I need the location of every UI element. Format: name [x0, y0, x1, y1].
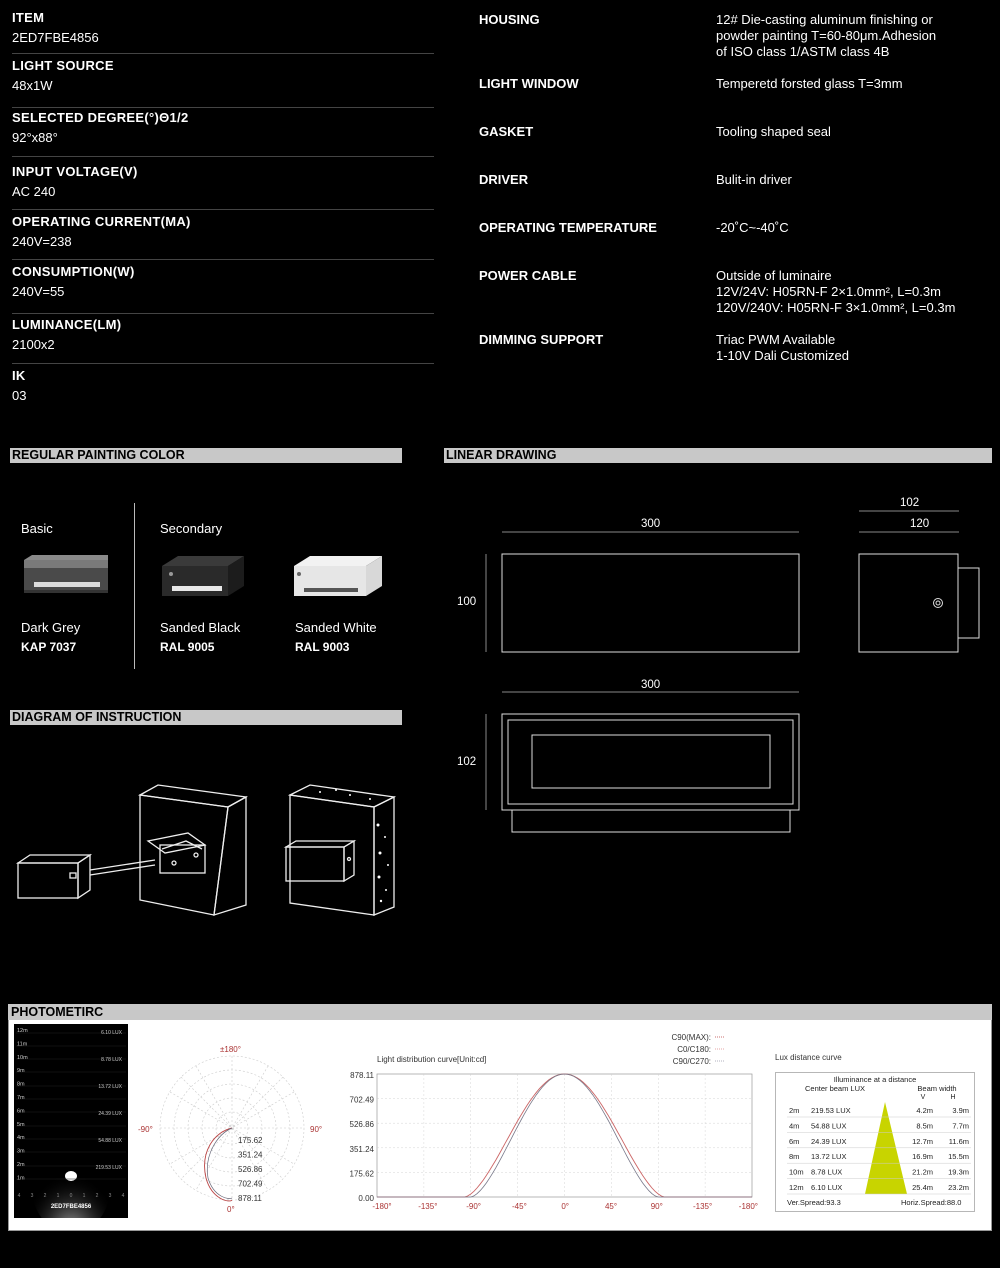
- spec-row-7: [12, 317, 434, 364]
- row-lux: 8.78 LUX: [811, 1167, 843, 1177]
- basic-label: Basic: [21, 521, 53, 536]
- spec-key: DRIVER: [479, 172, 529, 187]
- lux-distance-table: [775, 1072, 975, 1212]
- ver-spread: Ver.Spread:93.3: [787, 1198, 841, 1207]
- luminaire-dark-grey-image: [18, 552, 114, 596]
- polar-top-label: ±180°: [220, 1045, 241, 1054]
- spec-value: 2ED7FBE4856: [12, 30, 99, 45]
- spec-key: IK: [12, 368, 26, 383]
- polar-chart: [134, 1040, 334, 1218]
- distance-label: 11m: [17, 1041, 28, 1048]
- row-distance: 12m: [789, 1183, 804, 1192]
- beam-axis-label: 3: [108, 1193, 112, 1199]
- beam-axis-label: 0: [69, 1193, 73, 1199]
- curve-x-label: -180°: [372, 1202, 392, 1211]
- col-beam-width: Beam width: [917, 1084, 957, 1093]
- curve-x-label: 90°: [650, 1202, 663, 1211]
- instruction-diagram: [10, 775, 430, 925]
- polar-left-label: -90°: [138, 1125, 153, 1134]
- legend-item: C0/C180:: [677, 1045, 711, 1054]
- dim-side-top: 102: [900, 497, 920, 509]
- spec-key: POWER CABLE: [479, 268, 577, 283]
- spec-key: OPERATING TEMPERATURE: [479, 220, 657, 235]
- spec-key: GASKET: [479, 124, 534, 139]
- distance-label: 3m: [17, 1148, 25, 1155]
- spec-value: 92°x88°: [12, 130, 58, 145]
- row-h: 7.7m: [952, 1121, 969, 1131]
- row-h: 15.5m: [948, 1152, 969, 1162]
- spec-value: 03: [12, 388, 27, 403]
- curve-x-label: -135°: [692, 1202, 713, 1211]
- spec-key: LIGHT WINDOW: [479, 76, 579, 91]
- spec-row-3: [12, 110, 434, 157]
- row-lux: 13.72 LUX: [811, 1152, 847, 1162]
- distance-label: 5m: [17, 1121, 25, 1128]
- row-h: 11.6m: [948, 1136, 969, 1146]
- spec-row-5: [12, 214, 434, 260]
- distance-label: 7m: [17, 1095, 25, 1101]
- curve-x-label: 0°: [561, 1202, 570, 1211]
- lux-label: 54.88 LUX: [98, 1138, 122, 1144]
- spec-row-8: [12, 368, 434, 408]
- curve-x-label: -45°: [512, 1202, 527, 1211]
- row-distance: 4m: [789, 1121, 800, 1131]
- curve-y-label: 526.86: [349, 1120, 374, 1130]
- spec-key: OPERATING CURRENT(MA): [12, 214, 191, 229]
- beam-axis-label: 2: [95, 1193, 99, 1199]
- legend-item: C90/C270:: [672, 1057, 711, 1066]
- spec-key: INPUT VOLTAGE(V): [12, 164, 138, 179]
- row-h: 3.9m: [952, 1106, 969, 1115]
- polar-ring-label: 878.11: [238, 1194, 262, 1203]
- thumb-item-code: 2ED7FBE4856: [50, 1204, 92, 1210]
- color-name-3: Sanded White: [295, 620, 377, 635]
- color-divider: [134, 503, 135, 669]
- curve-x-label: -90°: [466, 1202, 481, 1211]
- polar-right-label: 90°: [310, 1125, 323, 1134]
- spec-row-2: [12, 58, 434, 108]
- spec-value: Tooling shaped seal: [716, 124, 831, 139]
- beam-axis-label: 1: [56, 1193, 60, 1199]
- spec-row-4: [12, 164, 434, 210]
- luminaire-sanded-black-image: [158, 552, 248, 598]
- row-h: 23.2m: [948, 1183, 969, 1192]
- spec-value: Bulit-in driver: [716, 172, 792, 187]
- curve-x-label: -180°: [738, 1202, 759, 1211]
- row-lux: 24.39 LUX: [811, 1136, 847, 1146]
- curve-x-label: -135°: [418, 1202, 438, 1211]
- spec-value: -20˚C~-40˚C: [716, 220, 789, 235]
- row-v: 8.5m: [916, 1121, 933, 1131]
- distance-label: 10m: [17, 1054, 28, 1061]
- row-distance: 8m: [789, 1152, 800, 1162]
- distance-label: 4m: [17, 1135, 25, 1142]
- section-linear-drawing: LINEAR DRAWING: [444, 448, 992, 463]
- beam-axis-label: 4: [17, 1193, 21, 1199]
- beam-axis-label: 1: [82, 1193, 86, 1199]
- lux-title: Lux distance curve: [775, 1053, 842, 1062]
- spec-key: LIGHT SOURCE: [12, 58, 114, 73]
- spec-value: 48x1W: [12, 78, 53, 93]
- spec-value: Triac PWM Available 1-10V Dali Customized: [716, 332, 849, 363]
- color-name-2: Sanded Black: [160, 620, 241, 635]
- polar-ring-label: 702.49: [238, 1179, 263, 1189]
- beam-axis-label: 4: [121, 1193, 125, 1199]
- legend-item: C90(MAX):: [671, 1033, 711, 1042]
- spec-key: LUMINANCE(LM): [12, 317, 122, 332]
- section-painting-color: REGULAR PAINTING COLOR: [10, 448, 402, 463]
- curve-y-label: 175.62: [349, 1169, 374, 1179]
- curve-x-label: 45°: [604, 1202, 618, 1211]
- section-instruction: DIAGRAM OF INSTRUCTION: [10, 710, 402, 725]
- spec-key: SELECTED DEGREE(°)Θ1/2: [12, 110, 189, 125]
- lux-label: 219.53 LUX: [95, 1165, 122, 1171]
- color-name-1: Dark Grey: [21, 620, 81, 635]
- lux-table-title: Illuminance at a distance: [833, 1075, 917, 1084]
- color-code-1: KAP 7037: [21, 640, 77, 654]
- distance-label: 8m: [17, 1081, 25, 1088]
- spec-value: AC 240: [12, 184, 56, 199]
- col-v: V: [920, 1094, 926, 1101]
- spec-row-1: [12, 10, 434, 54]
- color-code-2: RAL 9005: [160, 640, 215, 654]
- curve-y-label: 702.49: [349, 1095, 374, 1105]
- spec-value: Outside of luminaire 12V/24V: H05RN-F 2×1.0mm², L=0.3m 120V/240V: H05RN-F 3×1.0mm², L=0.3m: [716, 268, 956, 315]
- dim-front-width: 300: [641, 518, 661, 530]
- spec-key: DIMMING SUPPORT: [479, 332, 604, 347]
- linear-drawing: [440, 490, 995, 840]
- spec-value: 12# Die-casting aluminum finishing or powder painting T=60-80μm.Adhesion of ISO class 1/ASTM class 4B: [716, 12, 937, 59]
- row-v: 12.7m: [912, 1136, 933, 1146]
- light-distribution-chart: [345, 1028, 760, 1218]
- row-v: 25.4m: [912, 1183, 933, 1192]
- distance-label: 1m: [17, 1175, 25, 1182]
- polar-bottom-label: 0°: [227, 1205, 235, 1214]
- row-lux: 219.53 LUX: [811, 1106, 851, 1115]
- curve-title: Light distribution curve[Unit:cd]: [377, 1055, 487, 1064]
- dim-front-height: 100: [457, 596, 477, 608]
- distance-label: 6m: [17, 1108, 25, 1115]
- hor-spread: Horiz.Spread:88.0: [901, 1198, 962, 1207]
- lux-label: 8.78 LUX: [101, 1057, 122, 1063]
- curve-y-label: 878.11: [350, 1071, 374, 1080]
- curve-y-label: 0.00: [358, 1194, 374, 1203]
- color-code-3: RAL 9003: [295, 640, 350, 654]
- beam-thumbnail: [14, 1024, 128, 1218]
- polar-ring-label: 175.62: [238, 1136, 263, 1145]
- spec-value: 240V=238: [12, 234, 72, 249]
- distance-label: 12m: [17, 1028, 28, 1034]
- col-center-beam: Center beam LUX: [804, 1084, 866, 1093]
- distance-label: 2m: [17, 1162, 25, 1168]
- spec-value: 240V=55: [12, 284, 65, 299]
- row-distance: 2m: [789, 1106, 800, 1115]
- curve-y-label: 351.24: [349, 1144, 374, 1154]
- secondary-label: Secondary: [160, 521, 223, 536]
- col-h: H: [950, 1094, 956, 1101]
- row-v: 4.2m: [916, 1106, 933, 1115]
- lux-label: 13.72 LUX: [98, 1084, 122, 1090]
- row-h: 19.3m: [948, 1167, 969, 1177]
- row-distance: 10m: [789, 1167, 804, 1177]
- spec-value: Temperetd forsted glass T=3mm: [716, 76, 903, 91]
- spec-row-6: [12, 264, 434, 314]
- row-v: 16.9m: [912, 1152, 933, 1162]
- row-distance: 6m: [789, 1136, 800, 1146]
- row-v: 21.2m: [912, 1167, 933, 1177]
- spec-value: 2100x2: [12, 337, 55, 352]
- spec-key: CONSUMPTION(W): [12, 264, 135, 279]
- spec-key: ITEM: [12, 10, 45, 25]
- dim-bottom-width: 300: [641, 679, 661, 691]
- dim-side-depth: 120: [910, 518, 930, 530]
- dim-bottom-height: 102: [457, 756, 477, 768]
- polar-ring-label: 351.24: [238, 1150, 263, 1160]
- spec-key: HOUSING: [479, 12, 540, 27]
- beam-axis-label: 2: [43, 1193, 47, 1199]
- luminaire-sanded-white-image: [290, 552, 386, 600]
- lux-label: 6.10 LUX: [101, 1030, 122, 1036]
- section-photometric: PHOTOMETIRC: [8, 1004, 992, 1020]
- distance-label: 9m: [17, 1068, 25, 1075]
- polar-ring-label: 526.86: [238, 1165, 263, 1174]
- beam-axis-label: 3: [30, 1193, 34, 1199]
- lux-label: 24.39 LUX: [98, 1111, 122, 1117]
- row-lux: 6.10 LUX: [811, 1183, 843, 1192]
- row-lux: 54.88 LUX: [811, 1121, 847, 1131]
